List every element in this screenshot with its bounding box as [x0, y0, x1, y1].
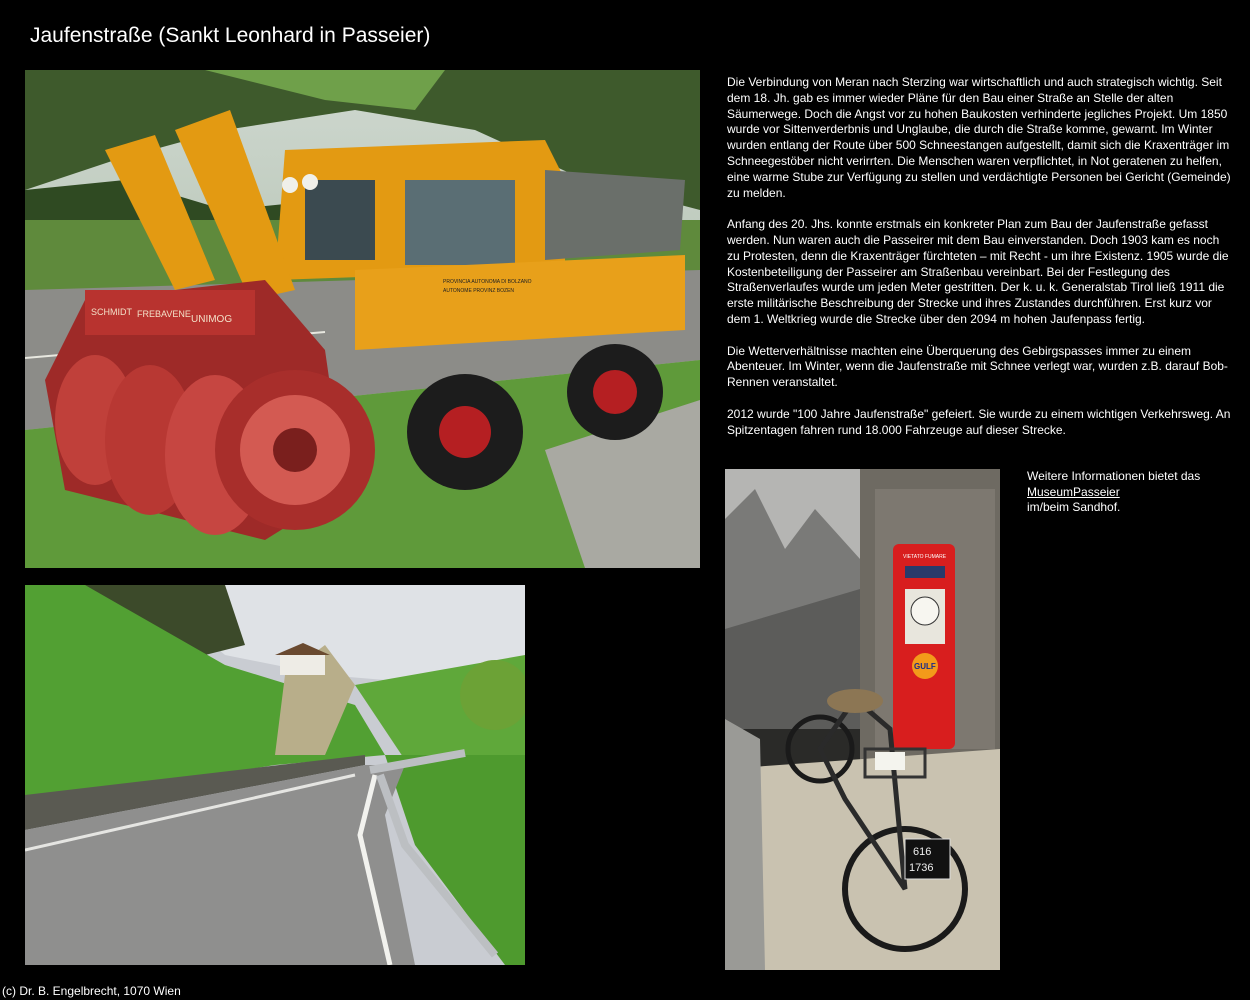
sign-frebavene: FREBAVENE: [137, 309, 191, 319]
paragraph-anniversary: 2012 wurde "100 Jahre Jaufenstraße" gefeiert. Sie wurde zu einem wichtigen Verkehrsweg. An Spitzentagen fahren rund 18.000 Fahrzeuge auf dieser Strecke.: [727, 406, 1231, 437]
mountain-road-photo: [25, 585, 525, 965]
paragraph-weather: Die Wetterverhältnisse machten eine Überquerung des Gebirgspasses immer zu einem Abenteuer. Im Winter, wenn die Jaufenstraße mit Schnee verlegt war, wurden z.B. darauf Bob-Rennen veranstaltet.: [727, 343, 1228, 390]
plate-line1: 616: [913, 846, 932, 858]
paragraph-history: Die Verbindung von Meran nach Sterzing war wirtschaftlich und auch strategisch wichtig. Seit dem 18. Jh. gab es immer wieder Pläne für den Bau einer Straße an Stelle der alten Säumerwege. Doch die Angst vor zu hohen Baukosten verhinderte jegliches Projekt. Um 1850 wurde vor Sittenverderbnis und Unglaube, die durch die Straße komme, gewarnt. Im Winter wurden entlang der Route über 500 Schneestangen aufgestellt, damit sich die Kraxenträger im Schneegestöber nicht verirrten. Die Menschen waren verpflichtet, in Not geratenen zu helfen, eine warme Stube zur Verfügung zu stellen und verdächtigte Personen bei Gericht (Gemeinde) zu melden.: [727, 75, 1231, 200]
article-text: [727, 75, 1232, 454]
sign-unimog: UNIMOG: [191, 314, 233, 325]
info-line-location: im/beim Sandhof.: [1027, 500, 1121, 515]
plate-line2: 1736: [909, 862, 934, 874]
museum-info: [1027, 469, 1242, 516]
paragraph-construction: Anfang des 20. Jhs. konnte erstmals ein konkreter Plan zum Bau der Jaufenstraße gefasst werden. Nun waren auch die Passeirer mit dem Bau einverstanden. Doch 1903 kam es noch zu Protesten, denn die Kraxenträger fürchteten – mit Recht - um ihre Existenz. 1905 wurde die Kostenbeteiligung der Passeirer am Straßenbau vereinbart. Bei der Festlegung des Straßenverlaufes wurde um jeden Meter gestritten. Der k. u. k. Generalstab Tirol ließ 1911 die erste militärische Beschreibung der Strecke und ihres Zustandes durchführen. Erst kurz vor dem 1. Weltkrieg wurde die Strecke über den 2094 m hohen Jaufenpass fertig.: [727, 217, 1229, 326]
door-text-1: PROVINCIA AUTONOMA DI BOLZANO: [443, 279, 532, 285]
museum-link[interactable]: MuseumPasseier: [1027, 484, 1120, 499]
page-title: Jaufenstraße (Sankt Leonhard in Passeier): [30, 24, 431, 47]
unimog-snowblower-photo: [25, 70, 700, 568]
museum-exhibit-photo: [725, 469, 1000, 970]
info-line: Weitere Informationen bietet das: [1027, 469, 1201, 483]
pump-warning: VIETATO FUMARE: [903, 554, 947, 560]
copyright-footer: (c) Dr. B. Engelbrecht, 1070 Wien: [2, 984, 181, 998]
sign-schmidt: SCHMIDT: [91, 307, 132, 317]
door-text-2: AUTONOME PROVINZ BOZEN: [443, 288, 515, 294]
pump-brand: GULF: [914, 662, 936, 671]
